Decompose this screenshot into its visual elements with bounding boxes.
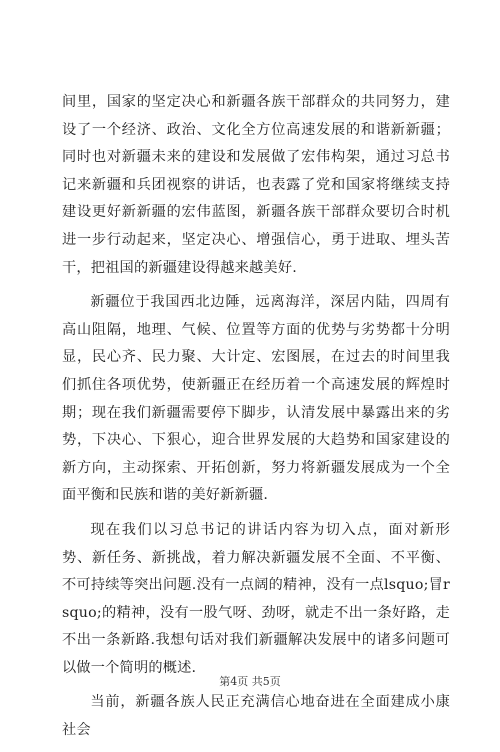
paragraph-4: 当前，新疆各族人民正充满信心地奋进在全面建成小康社会 <box>62 694 450 739</box>
paragraph-3: 现在我们以习总书记的讲话内容为切入点，面对新形势、新任务、新挑战，着力解决新疆发展不全面、不平衡、不可持续等突出问题.没有一点阔的精神，没有一点lsquo;冒rsquo;的精神，没有一股气呀、劲呀，就走不出一条好路，走不出一条新路.我想句话对我们新疆解决发展中的诸多问题可以做一个简明的概述. <box>62 521 450 676</box>
document-body <box>62 89 450 752</box>
page-footer: 第4页 共5页 <box>219 675 281 688</box>
paragraph-2: 新疆位于我国西北边陲，远离海洋，深居内陆，四周有高山阻隔，地理、气候、位置等方面的优势与劣势都十分明显，民心齐、民力聚、大计定、宏图展，在过去的时间里我们抓住各项优势，使新疆正在经历着一个高速发展的辉煌时期；现在我们新疆需要停下脚步，认清发展中暴露出来的劣势，下决心、下狠心，迎合世界发展的大趋势和国家建设的新方向，主动探索、开拓创新，努力将新疆发展成为一个全面平衡和民族和谐的美好新新疆. <box>62 294 450 504</box>
paragraph-1: 间里，国家的坚定决心和新疆各族干部群众的共同努力，建设了一个经济、政治、文化全方位高速发展的和谐新新疆；同时也对新疆未来的建设和发展做了宏伟构架，通过习总书记来新疆和兵团视察的讲话，也表露了党和国家将继续支持建设更好新新疆的宏伟蓝图，新疆各族干部群众要切合时机进一步行动起来，坚定决心、增强信心，勇于进取、埋头苦干，把祖国的新疆建设得越来越美好. <box>62 94 450 276</box>
